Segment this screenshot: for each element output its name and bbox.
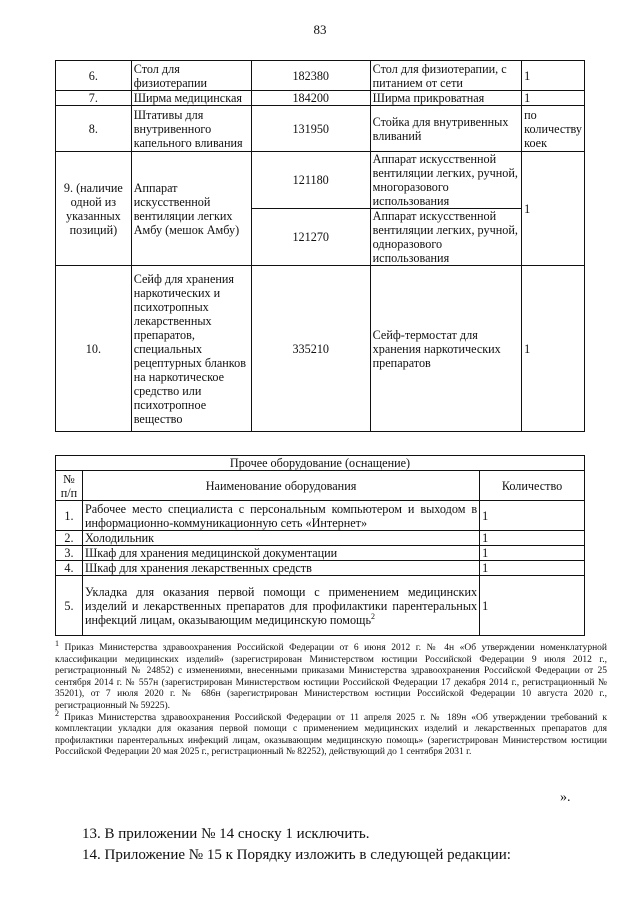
footnote-mark: 1 [55, 638, 59, 648]
equipment-qty: 1 [522, 91, 585, 106]
footnote-text: Приказ Министерства здравоохранения Российской Федерации от 6 июня 2012 г. № 4н «Об утверждении номенклатурной классификации медицинских изделий» (зарегистрирован Министерством юстиции Российской Федерации 9 июля 2012 г., регистрационный № 24852) с изменениями, внесенными приказами Министерства здравоохранения Российской Федерации от 25 сентября 2014 г. № 557н (зарегистрирован Министерством юстиции Российской Федерации 17 декабря 2014 г., регистрационный № 35201), от 7 июля 2020 г. № 686н (зарегистрирован Министерством юстиции Российской Федерации 10 августа 2020 г., регистрационный № 59225). [55, 643, 607, 711]
equipment-qty: 1 [480, 531, 585, 546]
row-number: 1. [56, 501, 83, 531]
equipment-name: Аппарат искусственной вентиляции легких Амбу (мешок Амбу) [131, 152, 251, 266]
equipment-kind: Сейф-термостат для хранения наркотических препаратов [370, 266, 521, 432]
row-number: 9. (наличие одной из указанных позиций) [56, 152, 132, 266]
equipment-kind: Аппарат искусственной вентиляции легких, ручной, одноразового использования [370, 209, 521, 266]
equipment-code: 131950 [251, 106, 370, 152]
footnote-1 [55, 638, 607, 713]
equipment-code: 184200 [251, 91, 370, 106]
footnote-ref: 2 [371, 611, 375, 621]
equipment-code: 335210 [251, 266, 370, 432]
equipment-table [55, 60, 585, 432]
paragraph-14: 14. Приложение № 15 к Порядку изложить в следующей редакции: [82, 847, 511, 863]
equipment-qty: 1 [522, 152, 585, 266]
row-number: 4. [56, 561, 83, 576]
paragraph-13: 13. В приложении № 14 сноску 1 исключить. [82, 826, 370, 842]
table-row [56, 91, 585, 106]
equipment-kind: Стойка для внутривенных вливаний [370, 106, 521, 152]
equipment-qty: 1 [480, 576, 585, 636]
closing-quote: ». [560, 790, 571, 805]
row-number: 5. [56, 576, 83, 636]
equipment-name: Сейф для хранения наркотических и психотропных лекарственных препаратов, специальных рецептурных бланков на наркотическое средство или психотропное вещество [131, 266, 251, 432]
equipment-name-text: Укладка для оказания первой помощи с применением медицинских изделий и лекарственных препаратов для профилактики парентеральных инфекций лицам, оказывающим медицинскую помощь [84, 584, 478, 627]
equipment-kind: Аппарат искусственной вентиляции легких, ручной, многоразового использования [370, 152, 521, 209]
equipment-name: Шкаф для хранения лекарственных средств [82, 561, 479, 576]
row-number: 6. [56, 61, 132, 91]
equipment-kind: Стол для физиотерапии, с питанием от сети [370, 61, 521, 91]
equipment-qty: 1 [480, 546, 585, 561]
header-quantity: Количество [480, 471, 585, 501]
table-row [56, 152, 585, 209]
row-number: 3. [56, 546, 83, 561]
equipment-qty: по количеству коек [522, 106, 585, 152]
row-number: 8. [56, 106, 132, 152]
table-caption: Прочее оборудование (оснащение) [56, 456, 585, 471]
equipment-qty: 1 [522, 266, 585, 432]
equipment-name [82, 576, 479, 636]
equipment-qty: 1 [480, 501, 585, 531]
equipment-code: 182380 [251, 61, 370, 91]
equipment-name: Штативы для внутривенного капельного вливания [131, 106, 251, 152]
equipment-qty: 1 [522, 61, 585, 91]
equipment-name: Стол для физиотерапии [131, 61, 251, 91]
table-row [56, 576, 585, 636]
table-row [56, 561, 585, 576]
row-number: 7. [56, 91, 132, 106]
equipment-kind: Ширма прикроватная [370, 91, 521, 106]
footnote-text: Приказ Министерства здравоохранения Российской Федерации от 11 апреля 2025 г. № 189н «Об утверждении требований к комплектации укладки для оказания первой помощи с применением медицинских изделий и лекарственных препаратов для профилактики парентеральных инфекций лицам, оказывающим медицинскую помощь» (зарегистрирован Министерством юстиции Российской Федерации 20 мая 2025 г., регистрационный № 82252), действующий до 1 сентября 2031 г. [55, 712, 607, 758]
table-row [56, 531, 585, 546]
equipment-name: Рабочее место специалиста с персональным компьютером и выходом в информационно-коммуникационную сеть «Интернет» [82, 501, 479, 531]
equipment-code: 121180 [251, 152, 370, 209]
footnote-2 [55, 708, 607, 759]
table-row [56, 61, 585, 91]
other-equipment-table [55, 455, 585, 636]
equipment-name: Ширма медицинская [131, 91, 251, 106]
header-name: Наименование оборудования [82, 471, 479, 501]
header-number: № п/п [56, 471, 83, 501]
page-number: 83 [313, 22, 327, 37]
table-header-row [56, 471, 585, 501]
equipment-name: Шкаф для хранения медицинской документации [82, 546, 479, 561]
table-row [56, 546, 585, 561]
equipment-code: 121270 [251, 209, 370, 266]
footnotes [55, 638, 607, 759]
equipment-name: Холодильник [82, 531, 479, 546]
equipment-qty: 1 [480, 561, 585, 576]
table-row [56, 266, 585, 432]
table-caption-row [56, 456, 585, 471]
footnote-mark: 2 [55, 708, 59, 718]
table-row [56, 106, 585, 152]
table-row [56, 501, 585, 531]
row-number: 10. [56, 266, 132, 432]
row-number: 2. [56, 531, 83, 546]
